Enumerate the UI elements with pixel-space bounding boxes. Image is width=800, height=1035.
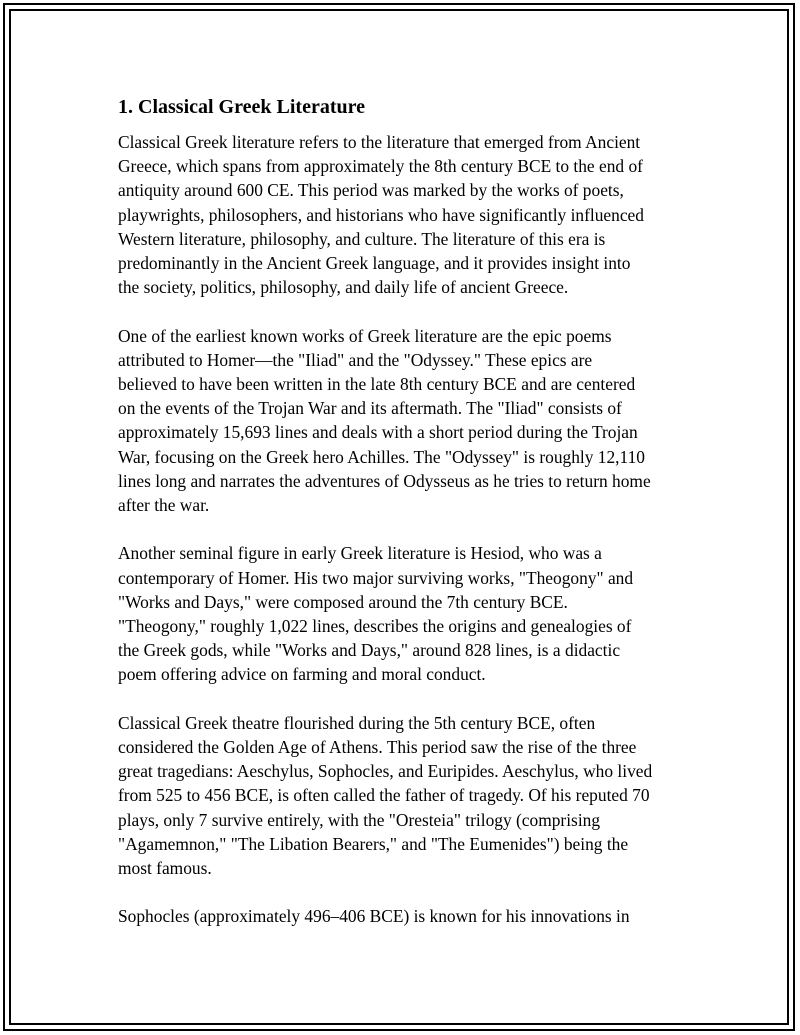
- text-line: great tragedians: Aeschylus, Sophocles, and Euripides. Aeschylus, who lived: [118, 761, 653, 782]
- text-line: Classical Greek theatre flourished during the 5th century BCE, often: [118, 712, 596, 733]
- text-line: attributed to Homer—the "Iliad" and the "Odyssey." These epics are: [118, 349, 593, 370]
- text-line: most famous.: [118, 858, 212, 879]
- text-line: playwrights, philosophers, and historians who have significantly influenced: [118, 204, 644, 225]
- text-line: Classical Greek literature refers to the literature that emerged from Ancient: [118, 132, 641, 152]
- text-line: "Agamemnon," "The Libation Bearers," and "The Eumenides") being the: [118, 833, 629, 854]
- text-line: poem offering advice on farming and moral conduct.: [118, 664, 486, 685]
- text-line: Another seminal figure in early Greek literature is Hesiod, who was a: [118, 543, 602, 564]
- text-line: One of the earliest known works of Greek literature are the epic poems: [118, 325, 612, 346]
- text-line: War, focusing on the Greek hero Achilles. The "Odyssey" is roughly 12,110: [118, 446, 645, 467]
- text-line: contemporary of Homer. His two major surviving works, "Theogony" and: [118, 567, 634, 588]
- text-line: from 525 to 456 BCE, is often called the father of tragedy. Of his reputed 70: [118, 785, 650, 806]
- text-line: believed to have been written in the late 8th century BCE and are centered: [118, 374, 636, 395]
- text-line: Greece, which spans from approximately the 8th century BCE to the end of: [118, 156, 643, 177]
- text-line: Western literature, philosophy, and culture. The literature of this era is: [118, 228, 606, 249]
- text-line: "Works and Days," were composed around the 7th century BCE.: [118, 591, 568, 612]
- paragraph-theatre: [118, 711, 688, 880]
- paragraph-sophocles: [118, 904, 688, 928]
- text-line: approximately 15,693 lines and deals with a short period during the Trojan: [118, 422, 638, 443]
- text-line: "Theogony," roughly 1,022 lines, describes the origins and genealogies of: [118, 616, 632, 637]
- text-line: antiquity around 600 CE. This period was marked by the works of poets,: [118, 180, 624, 201]
- text-line: Sophocles (approximately 496–406 BCE) is known for his innovations in: [118, 906, 630, 927]
- paragraph-intro: [118, 130, 688, 299]
- text-line: predominantly in the Ancient Greek language, and it provides insight into: [118, 253, 631, 274]
- text-line: the society, politics, philosophy, and daily life of ancient Greece.: [118, 277, 569, 298]
- paragraph-homer: [118, 324, 688, 518]
- text-line: after the war.: [118, 495, 210, 516]
- text-line: plays, only 7 survive entirely, with the "Oresteia" trilogy (comprising: [118, 809, 601, 830]
- text-line: lines long and narrates the adventures of Odysseus as he tries to return home: [118, 470, 651, 491]
- text-line: considered the Golden Age of Athens. This period saw the rise of the three: [118, 737, 637, 758]
- section-heading: 1. Classical Greek Literature: [118, 96, 365, 118]
- text-line: the Greek gods, while "Works and Days," around 828 lines, is a didactic: [118, 640, 621, 661]
- paragraph-hesiod: [118, 541, 688, 686]
- document-body: [118, 94, 688, 953]
- text-line: on the events of the Trojan War and its aftermath. The "Iliad" consists of: [118, 398, 622, 419]
